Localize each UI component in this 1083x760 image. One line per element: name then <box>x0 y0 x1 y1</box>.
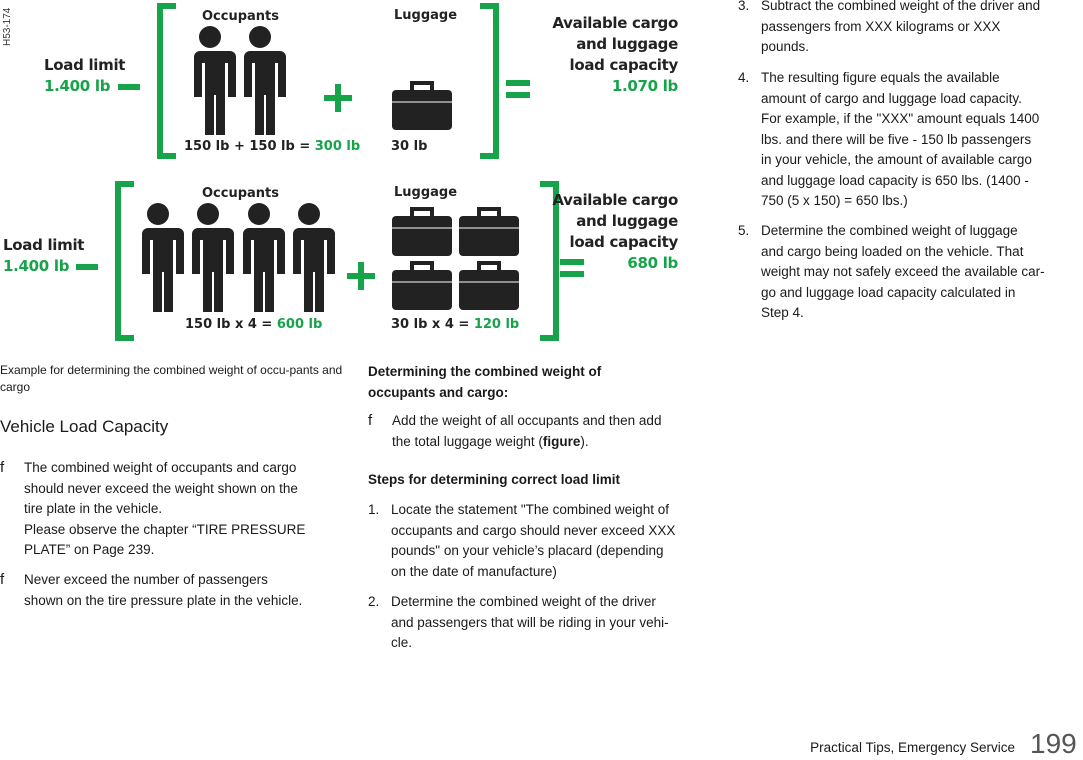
section-title: Vehicle Load Capacity <box>0 417 169 436</box>
bullet-load-weight <box>0 458 350 563</box>
row1-available-value: 1.070 lb <box>611 77 678 95</box>
row1-available-line1: Available cargo <box>552 14 678 32</box>
row2-luggage-label: Luggage <box>394 185 458 200</box>
text-line: in your vehicle, the amount of available cargo <box>761 152 1032 167</box>
bullet-marker: f <box>0 459 5 476</box>
row2-person-icon <box>239 203 285 312</box>
row2-luggage-icon <box>392 209 452 256</box>
text-line: The resulting figure equals the available <box>761 70 1000 85</box>
row1-occupants-label: Occupants <box>202 9 280 24</box>
text-line: 750 (5 x 150) = 650 lbs.) <box>761 193 908 208</box>
text-line: and cargo being loaded on the vehicle. That <box>761 243 1024 259</box>
row2-available-line3: load capacity <box>569 233 678 251</box>
row2-person-icon <box>138 203 184 312</box>
text-line: Add the weight of all occupants and then add <box>392 413 662 428</box>
text-line: Subtract the combined weight of the driver and <box>761 0 1041 13</box>
row2-occupant-calc <box>185 317 322 332</box>
row1-right-bracket <box>480 6 496 156</box>
text-line: Please observe the chapter “TIRE PRESSURE <box>24 521 306 537</box>
text-line: occupants and cargo: <box>368 385 509 400</box>
text-line: pounds. <box>761 39 810 54</box>
text-line: Determining the combined weight of <box>368 364 602 379</box>
step-1 <box>368 500 718 590</box>
figure-id: H53-174 <box>2 7 13 46</box>
row2-person-icon <box>188 203 234 312</box>
row2-available-line1: Available cargo <box>552 191 678 209</box>
row1-occupant-calc <box>184 139 360 154</box>
row2-luggage-icon <box>392 263 452 310</box>
row1-luggage-label: Luggage <box>394 8 458 23</box>
text-line: and luggage load capacity is 650 lbs. (1400 - <box>761 172 1029 188</box>
row2-occupant-calc-result: 600 lb <box>276 317 323 332</box>
text-line: passengers from XXX kilograms or XXX <box>761 18 1001 34</box>
row2-luggage-icon <box>459 263 519 310</box>
row2-luggage-calc-result: 120 lb <box>473 317 520 332</box>
row1-available-line3: load capacity <box>569 56 678 74</box>
step-5 <box>738 221 1083 326</box>
row2-occupants-label: Occupants <box>202 186 280 201</box>
text-line: shown on the tire pressure plate in the vehicle. <box>24 592 303 608</box>
row1-available-line2: and luggage <box>576 35 678 53</box>
row2-left-bracket <box>118 184 134 338</box>
row2-available-capacity <box>540 190 678 274</box>
text-line: amount of cargo and luggage load capacity. <box>761 90 1022 106</box>
page-number: 199 <box>1030 728 1077 759</box>
row1-load-limit-value: 1.400 lb <box>44 77 111 95</box>
row2-luggage-calc-prefix: 30 lb x 4 = <box>391 317 474 332</box>
row2-plus-sign <box>347 262 375 290</box>
text-line: Determine the combined weight of luggage <box>761 223 1018 238</box>
text-line: tire plate in the vehicle. <box>24 501 163 516</box>
row1-load-limit <box>44 55 125 97</box>
text-line: PLATE” on Page 239. <box>24 542 155 557</box>
bullet-marker: f <box>0 571 5 588</box>
step-number: 5. <box>738 223 750 238</box>
step-number: 1. <box>368 502 380 517</box>
step-number: 2. <box>368 594 380 609</box>
row2-load-limit-value: 1.400 lb <box>3 257 70 275</box>
row1-load-limit-label: Load limit <box>44 56 126 74</box>
bullet-marker: f <box>368 412 373 429</box>
text-line: and passengers that will be riding in your vehi- <box>391 614 669 630</box>
figure-reference: figure <box>542 433 581 449</box>
row2-occupant-calc-prefix: 150 lb x 4 = <box>185 317 277 332</box>
text-line: should never exceed the weight shown on the <box>24 480 298 496</box>
row2-luggage-icon <box>459 209 519 256</box>
text-line: The combined weight of occupants and cargo <box>24 460 297 475</box>
text-line: go and luggage load capacity calculated in <box>761 284 1016 300</box>
text-line: on the date of manufacture) <box>391 563 557 579</box>
text-line: cle. <box>391 635 413 650</box>
combined-weight-heading <box>368 361 718 403</box>
steps-heading: Steps for determining correct load limit <box>368 472 621 487</box>
text-line: Step 4. <box>761 305 804 320</box>
text-line: occupants and cargo should never exceed XXX <box>391 522 676 538</box>
text-line: For example, if the "XXX" amount equals 1400 <box>761 111 1040 126</box>
text-line: pounds" on your vehicle’s placard (depending <box>391 543 664 558</box>
row1-occupant-calc-result: 300 lb <box>314 139 361 154</box>
row1-occupant-calc-prefix: 150 lb + 150 lb = <box>184 139 315 154</box>
row1-equals-sign <box>506 80 530 98</box>
row1-left-bracket <box>160 6 176 156</box>
row2-person-icon <box>289 203 335 312</box>
row2-available-line2: and luggage <box>576 212 678 230</box>
text-line: weight may not safely exceed the available car- <box>761 264 1045 279</box>
text-line: the total luggage weight (figure). <box>392 433 589 449</box>
bullet-add-weights <box>368 411 718 453</box>
step-number: 4. <box>738 70 750 85</box>
footer-section-name: Practical Tips, Emergency Service <box>810 740 1015 755</box>
text-line: Never exceed the number of passengers <box>24 572 268 587</box>
row2-available-value: 680 lb <box>627 254 678 272</box>
figure-caption: Example for determining the combined weight of occu-pants and cargo <box>0 363 343 394</box>
bullet-passenger-count <box>0 570 350 615</box>
load-capacity-figure <box>0 0 720 345</box>
row1-plus-sign <box>324 84 352 112</box>
row1-person-icon <box>190 26 236 135</box>
row1-luggage-calc: 30 lb <box>391 139 428 154</box>
text-line: lbs. and there will be five - 150 lb passengers <box>761 131 1032 147</box>
row1-available-capacity <box>540 13 678 97</box>
row1-luggage-icon <box>392 83 452 130</box>
text-line: Locate the statement "The combined weight of <box>391 502 669 517</box>
row1-person-icon <box>240 26 286 135</box>
row2-load-limit <box>3 235 84 277</box>
step-2 <box>368 592 718 657</box>
text-line: Determine the combined weight of the driver <box>391 594 656 609</box>
step-3 <box>738 0 1083 61</box>
row2-load-limit-label: Load limit <box>3 236 85 254</box>
step-number: 3. <box>738 0 750 13</box>
step-4 <box>738 68 1083 213</box>
row2-luggage-calc <box>391 317 519 332</box>
